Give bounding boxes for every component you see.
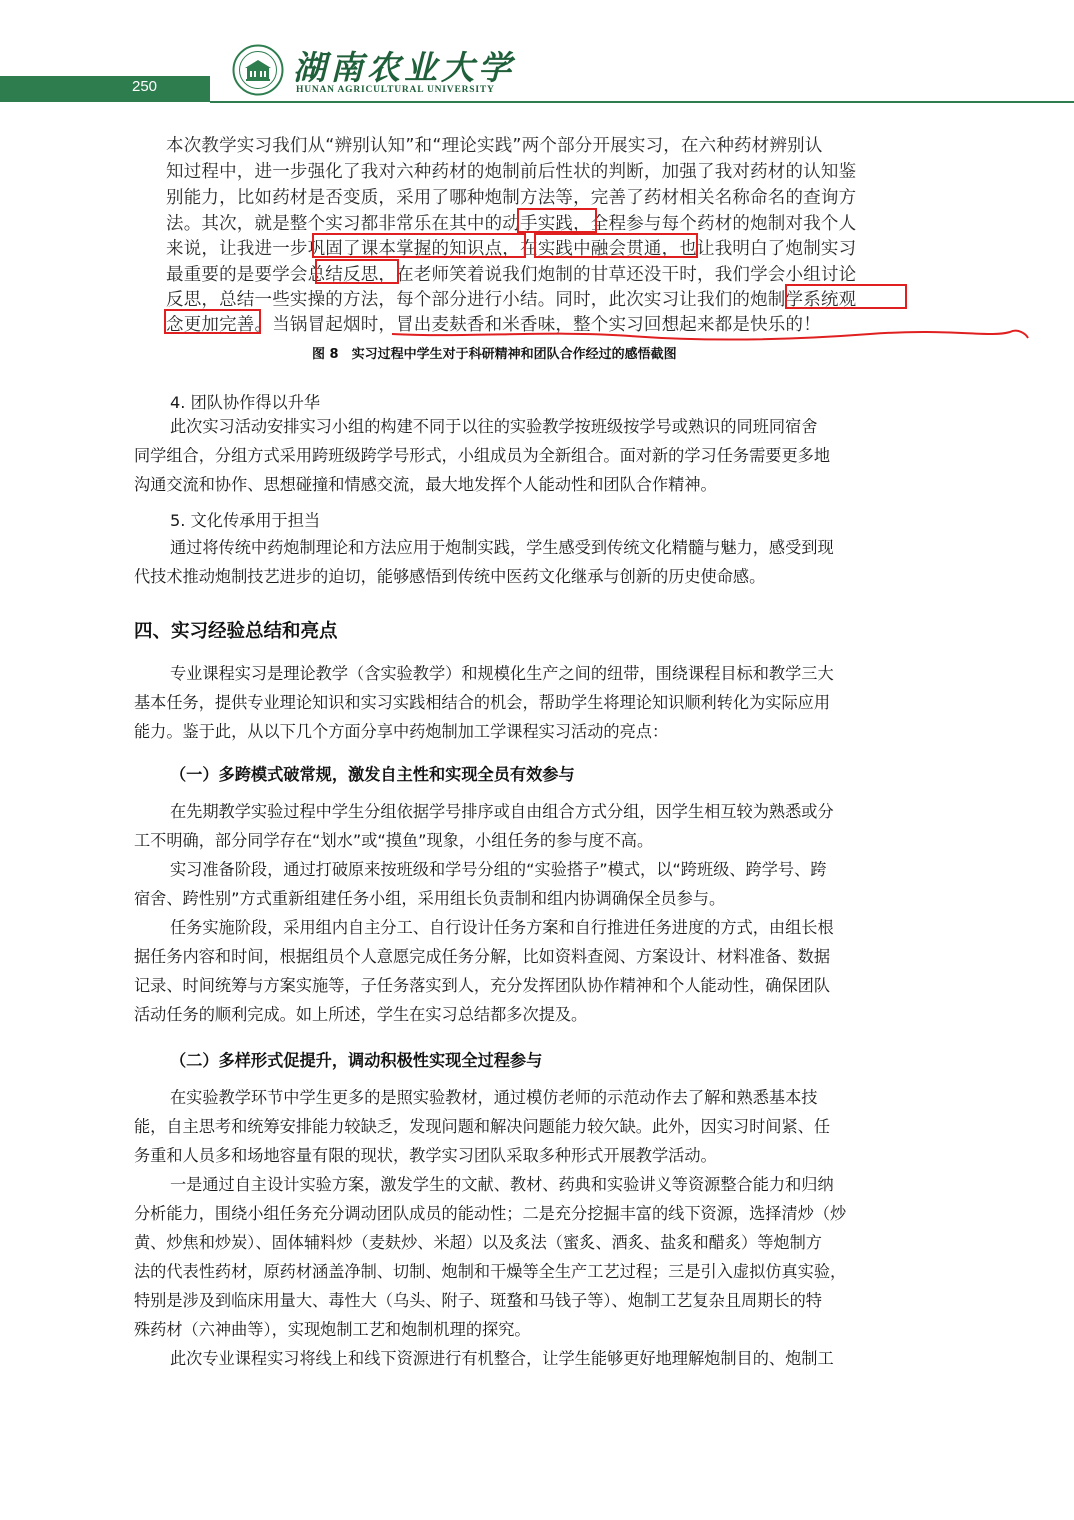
university-name-chinese: 湖南农业大学 <box>293 48 515 87</box>
paragraph-line: 工不明确，部分同学存在“划水”或“摸鱼”现象，小组任务的参与度不高。 <box>134 831 654 850</box>
figure-text-line: 别能力，比如药材是否变质，采用了哪种炮制方法等，完善了药材相关名称命名的查询方 <box>166 188 857 208</box>
page-number: 250 <box>132 78 158 95</box>
subsection-2-paragraph <box>134 1083 944 1373</box>
paragraph-line: 务重和人员多和场地容量有限的现状，教学实习团队采取多种形式开展教学活动。 <box>134 1146 717 1165</box>
highlight-box <box>517 208 597 233</box>
paragraph-line: 此次实习活动安排实习小组的构建不同于以往的实验教学按班级按学号或熟识的同班同宿舍 <box>170 417 818 436</box>
paragraph-line: 活动任务的顺利完成。如上所述，学生在实习总结都多次提及。 <box>134 1005 588 1024</box>
item-5-title: 5. 文化传承用于担当 <box>170 511 321 530</box>
figure-text-line: 本次教学实习我们从“辨别认知”和“理论实践”两个部分开展实习，在六种药材辨别认 <box>166 136 823 156</box>
paragraph-line: 能，自主思考和统筹安排能力较缺乏，发现问题和解决问题能力较欠缺。此外，因实习时间紧、任 <box>134 1117 831 1136</box>
highlight-box <box>312 233 526 258</box>
paragraph-line: 任务实施阶段，采用组内自主分工、自行设计任务方案和自行推进任务进度的方式，由组长根 <box>170 918 834 937</box>
header-band-tip <box>176 76 210 102</box>
item-4-paragraph <box>134 412 944 499</box>
figure-text-line: 最重要的是要学会总结反思，在老师笑着说我们炮制的甘草还没干时，我们学会小组讨论 <box>166 265 857 285</box>
figure-text-line: 来说，让我进一步巩固了课本掌握的知识点，在实践中融会贯通，也让我明白了炮制实习 <box>166 239 857 259</box>
section-intro-paragraph <box>134 659 944 746</box>
reflection-screenshot-figure <box>160 128 920 340</box>
section-heading: 四、实习经验总结和亮点 <box>134 621 338 642</box>
header-rule <box>210 101 1074 103</box>
paragraph-line: 沟通交流和协作、思想碰撞和情感交流，最大地发挥个人能动性和团队合作精神。 <box>134 475 717 494</box>
highlight-box <box>785 284 907 309</box>
figure-text-line: 知过程中，进一步强化了我对六种药材的炮制前后性状的判断，加强了我对药材的认知鉴 <box>166 162 857 182</box>
university-emblem-icon <box>232 44 284 96</box>
highlight-box <box>534 233 698 258</box>
paragraph-line: 同学组合，分组方式采用跨班级跨学号形式，小组成员为全新组合。面对新的学习任务需要更多地 <box>134 446 831 465</box>
paragraph-line: 殊药材（六神曲等），实现炮制工艺和炮制机理的探究。 <box>134 1320 531 1339</box>
paragraph-line: 代技术推动炮制技艺进步的迫切，能够感悟到传统中医药文化继承与创新的历史使命感。 <box>134 567 766 586</box>
figure-text-line: 念更加完善。当锅冒起烟时，冒出麦麸香和米香味，整个实习回想起来都是快乐的！ <box>166 315 821 335</box>
paragraph-line: 法的代表性药材，原药材涵盖净制、切制、炮制和干燥等全生产工艺过程；三是引入虚拟仿真实验， <box>134 1262 847 1281</box>
subsection-2-heading: （二）多样形式促提升，调动积极性实现全过程参与 <box>170 1051 543 1070</box>
paragraph-line: 宿舍、跨性别”方式重新组建任务小组，采用组长负责制和组内协调确保全员参与。 <box>134 889 726 908</box>
paragraph-line: 分析能力，围绕小组任务充分调动团队成员的能动性；二是充分挖掘丰富的线下资源，选择清炒（炒 <box>134 1204 847 1223</box>
item-5-paragraph <box>134 533 944 591</box>
subsection-1-heading: （一）多跨模式破常规，激发自主性和实现全员有效参与 <box>170 765 575 784</box>
subsection-1-paragraph <box>134 797 944 1029</box>
paragraph-line: 通过将传统中药炮制理论和方法应用于炮制实践，学生感受到传统文化精髓与魅力，感受到现 <box>170 538 834 557</box>
paragraph-line: 实习准备阶段，通过打破原来按班级和学号分组的“实验搭子”模式，以“跨班级、跨学号、跨 <box>170 860 827 879</box>
item-4-title: 4. 团队协作得以升华 <box>170 393 321 412</box>
figure-caption: 图 8 实习过程中学生对于科研精神和团队合作经过的感悟截图 <box>312 347 677 362</box>
paragraph-line: 黄、炒焦和炒炭）、固体辅料炒（麦麸炒、米超）以及炙法（蜜炙、酒炙、盐炙和醋炙）等炮制方 <box>134 1233 822 1252</box>
highlight-box <box>315 259 399 284</box>
figure-text-line: 法。其次，就是整个实习都非常乐在其中的动手实践，全程参与每个药材的炮制对我个人 <box>166 214 857 234</box>
handwritten-underline <box>390 324 1030 344</box>
paragraph-line: 在先期教学实验过程中学生分组依据学号排序或自由组合方式分组，因学生相互较为熟悉或分 <box>170 802 834 821</box>
figure-text-line: 反思，总结一些实操的方法，每个部分进行小结。同时，此次实习让我们的炮制学系统观 <box>166 290 857 310</box>
paragraph-line: 据任务内容和时间，根据组员个人意愿完成任务分解，比如资料查阅、方案设计、材料准备、数据 <box>134 947 831 966</box>
highlight-box <box>164 309 261 334</box>
paragraph-line: 能力。鉴于此，从以下几个方面分享中药炮制加工学课程实习活动的亮点： <box>134 722 669 741</box>
paragraph-line: 记录、时间统筹与方案实施等，子任务落实到人，充分发挥团队协作精神和个人能动性，确保团队 <box>134 976 831 995</box>
paragraph-line: 此次专业课程实习将线上和线下资源进行有机整合，让学生能够更好地理解炮制目的、炮制工 <box>170 1349 834 1368</box>
paragraph-line: 特别是涉及到临床用量大、毒性大（乌头、附子、斑蝥和马钱子等）、炮制工艺复杂且周期长的特 <box>134 1291 822 1310</box>
paragraph-line: 基本任务，提供专业理论知识和实习实践相结合的机会，帮助学生将理论知识顺利转化为实际应用 <box>134 693 831 712</box>
university-name-english: HUNAN AGRICULTURAL UNIVERSITY <box>296 85 495 95</box>
paragraph-line: 一是通过自主设计实验方案，激发学生的文献、教材、药典和实验讲义等资源整合能力和归纳 <box>170 1175 834 1194</box>
paragraph-line: 专业课程实习是理论教学（含实验教学）和规模化生产之间的纽带，围绕课程目标和教学三大 <box>170 664 834 683</box>
paragraph-line: 在实验教学环节中学生更多的是照实验教材，通过模仿老师的示范动作去了解和熟悉基本技 <box>170 1088 818 1107</box>
